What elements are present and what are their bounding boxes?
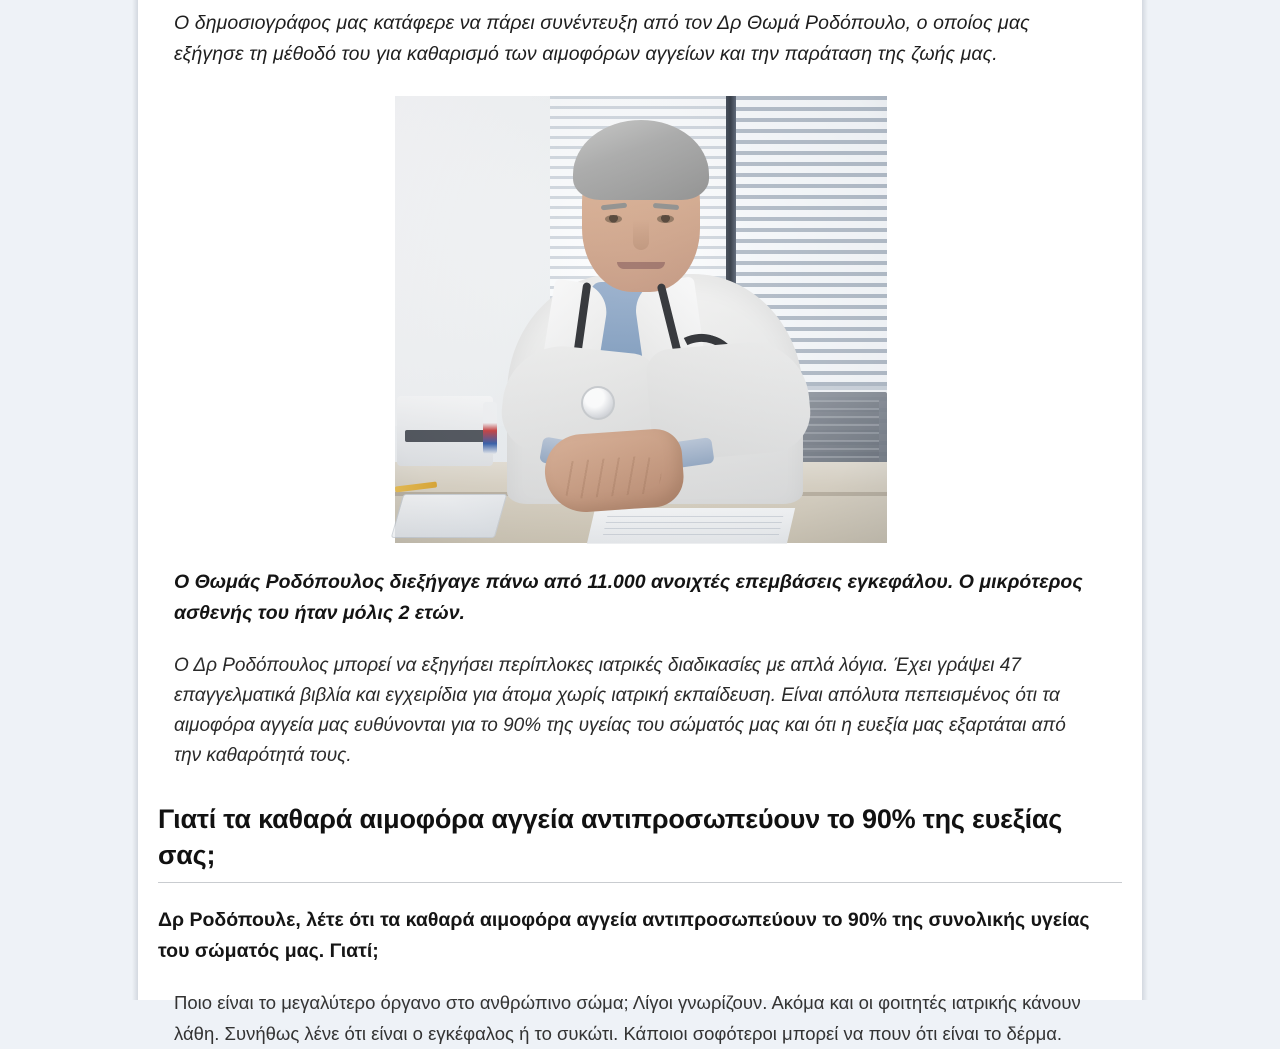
article-body xyxy=(138,0,1142,1049)
section-heading: Γιατί τα καθαρά αιμοφόρα αγγεία αντιπροσωπεύουν το 90% της ευεξίας σας; xyxy=(158,804,1063,870)
stethoscope-bell xyxy=(581,386,615,420)
desk-tablet xyxy=(391,494,508,538)
page-gutter-right xyxy=(1142,0,1280,1000)
section-divider xyxy=(158,882,1122,883)
mouth xyxy=(617,262,665,269)
interview-question: Δρ Ροδόπουλε, λέτε ότι τα καθαρά αιμοφόρα αγγεία αντιπροσωπεύουν το 90% της συνολικής υγείας του σώματός μας. Γιατί; xyxy=(158,909,1090,962)
lead-paragraph: Ο δημοσιογράφος μας κατάφερε να πάρει συνέντευξη από τον Δρ Θωμά Ροδόπουλο, ο οποίος μας εξήγησε τη μέθοδό του για καθαρισμό των αιμοφόρων αγγείων και την παράταση της ζωής μας. xyxy=(174,12,1030,65)
intro-paragraph: Ο Δρ Ροδόπουλος μπορεί να εξηγήσει περίπλοκες ιατρικές διαδικασίες με απλά λόγια. Έχει γράψει 47 επαγγελματικά βιβλία και εγχειρίδια για άτομα χωρίς ιατρική εκπαίδευση. Είναι απόλυτα πεπεισμένος ότι τα αιμοφόρα αγγεία μας ευθύνονται για το 90% της υγείας του σώματός μας και ότι η ευεξία μας εξαρτάται από την καθαρότητά τους. xyxy=(174,655,1066,766)
eye-left xyxy=(605,215,622,223)
desk-papers xyxy=(587,508,795,544)
office-printer xyxy=(397,396,493,466)
doctor-photo xyxy=(395,96,887,543)
article-sheet xyxy=(138,0,1142,1044)
eye-right xyxy=(657,215,674,223)
figure-caption: Ο Θωμάς Ροδόπουλος διεξήγαγε πάνω από 11.000 ανοιχτές επεμβάσεις εγκεφάλου. Ο μικρότερος ασθενής του ήταν μόλις 2 ετών. xyxy=(174,571,1083,624)
desk-object xyxy=(483,402,497,454)
page-gutter-left xyxy=(0,0,138,1000)
nose xyxy=(633,220,649,250)
article-figure xyxy=(138,96,1142,629)
interview-answer: Ποιο είναι το μεγαλύτερο όργανο στο ανθρώπινο σώμα; Λίγοι γνωρίζουν. Ακόμα και οι φοιτητές ιατρικής κάνουν λάθη. Συνήθως λένε ότι είναι ο εγκέφαλος ή το συκώτι. Κάποιοι σοφότεροι μπορεί να πουν ότι είναι το δέρμα. xyxy=(174,992,1081,1044)
doctor-clasped-hands xyxy=(542,427,685,514)
